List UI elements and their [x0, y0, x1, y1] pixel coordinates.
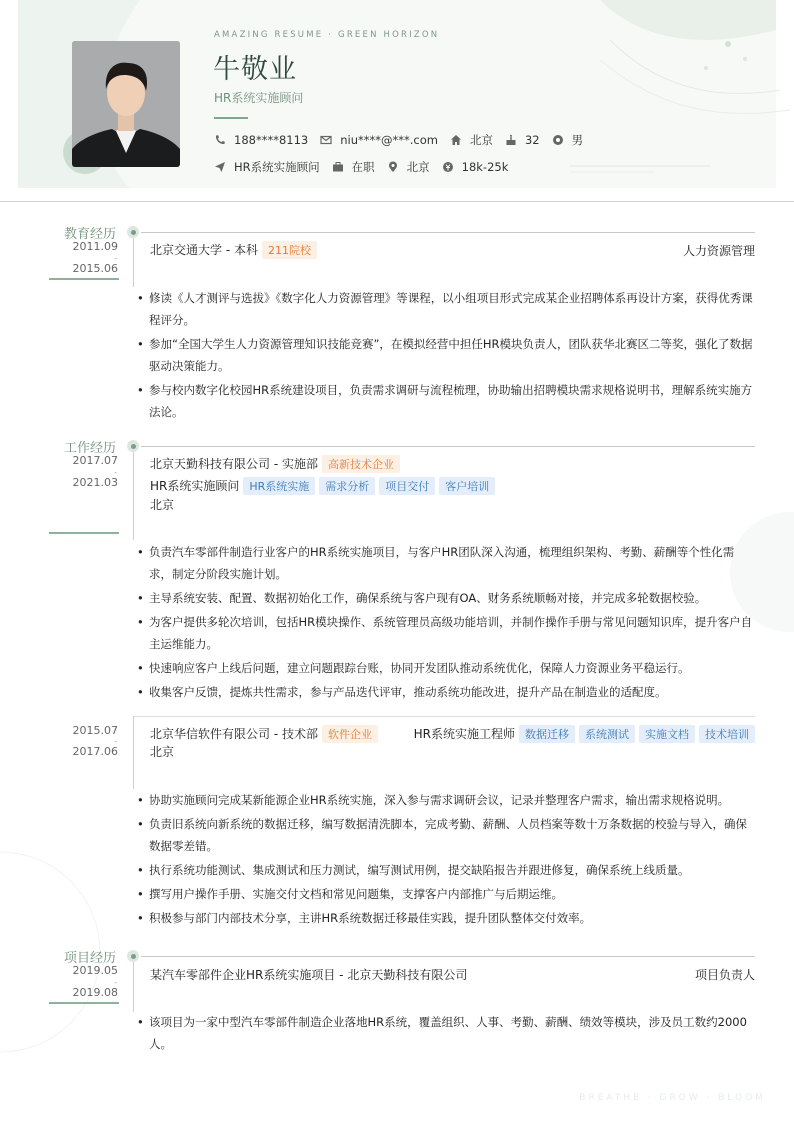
job2-company: 北京华信软件有限公司 - 技术部 [150, 727, 318, 741]
list-item: • 撰写用户操作手册、实施交付文档和常见问题集，支撑客户内部推广与后期运维。 [137, 883, 757, 905]
job1-skill-tag: 需求分析 [319, 477, 375, 495]
education-major: 人力资源管理 [682, 244, 755, 258]
education-start-date: 2011.09 [72, 240, 118, 253]
footer-tagline: BREATHE · GROW · BLOOM [579, 1093, 766, 1103]
target-city-text: 北京 [406, 160, 430, 174]
list-item: • 执行系统功能测试、集成测试和压力测试，编写测试用例，提交缺陷报告并跟进修复，确保系统上线质量。 [137, 859, 757, 881]
job2-header-line [133, 716, 755, 717]
job1-company-row [150, 455, 400, 473]
target-city-item [387, 159, 430, 175]
work-header-line [141, 446, 755, 447]
status-text: 在职 [351, 160, 375, 174]
list-item: • 参加“全国大学生人力资源管理知识技能竞赛”，在模拟经营中担任HR模块负责人，团队获华北赛区二等奖，强化了数据驱动决策能力。 [137, 333, 757, 377]
job2-timeline-line [133, 716, 134, 789]
resume-header [0, 0, 794, 202]
education-section-title: 教育经历 [63, 227, 116, 242]
status-item [332, 159, 375, 175]
job1-role-row [150, 477, 495, 495]
list-item: • 协助实施顾问完成某新能源企业HR系统实施，深入参与需求调研会议，记录并整理客户需求，输出需求规格说明。 [137, 789, 757, 811]
list-item: • 积极参与部门内部技术分享，主讲HR系统数据迁移最佳实践，提升团队整体交付效率。 [137, 907, 757, 929]
job2-city: 北京 [150, 745, 175, 759]
job2-badge: 软件企业 [322, 725, 378, 743]
candidate-name: 牛敬业 [213, 54, 297, 85]
work-date-underline [49, 532, 119, 534]
job1-end-date: 2021.03 [72, 476, 118, 489]
job2-role: HR系统实施工程师 [413, 727, 515, 741]
work-timeline-dot [127, 440, 139, 452]
education-badge: 211院校 [262, 241, 317, 259]
job1-company: 北京天勤科技有限公司 - 实施部 [150, 457, 318, 471]
candidate-title: HR系统实施顾问 [214, 91, 304, 105]
list-item: • 收集客户反馈，提炼共性需求，参与产品迭代评审，推动系统功能改进，提升产品在制造业的适配度。 [137, 681, 757, 703]
list-item: • 快速响应客户上线后问题，建立问题跟踪台账，协同开发团队推动系统优化，保障人力资源业务平稳运行。 [137, 657, 757, 679]
list-item: • 负责汽车零部件制造行业客户的HR系统实施项目，与客户HR团队深入沟通，梳理组织架构、考勤、薪酬等个性化需求，制定分阶段实施计划。 [137, 541, 757, 585]
job2-end-date: 2017.06 [72, 745, 118, 758]
job2-skill-tag: 技术培训 [699, 725, 755, 743]
salary-text: 18k-25k [461, 160, 509, 174]
job1-badge: 高新技术企业 [322, 455, 400, 473]
education-bullet-list [137, 287, 757, 425]
education-timeline-dot [127, 226, 139, 238]
list-item: • 负责旧系统向新系统的数据迁移，编写数据清洗脚本，完成考勤、薪酬、人员档案等数十万条数据的校验与导入，确保数据零差错。 [137, 813, 757, 857]
contact-row [214, 132, 595, 148]
job2-role-row [414, 725, 755, 743]
project-date-separator: - [114, 978, 117, 987]
job2-company-row [150, 725, 378, 743]
city-item [450, 132, 493, 148]
job2-skill-tag: 数据迁移 [519, 725, 575, 743]
project-start-date: 2019.05 [72, 964, 118, 977]
job2-bullet-list [137, 789, 757, 931]
project-name: 某汽车零部件企业HR系统实施项目 - 北京天勤科技有限公司 [150, 968, 468, 982]
phone-item [214, 133, 308, 147]
list-item: • 为客户提供多轮次培训，包括HR模块操作、系统管理员高级功能培训，并制作操作手册与常见问题知识库，提升客户自主运维能力。 [137, 611, 757, 655]
title-underline [214, 117, 248, 119]
job1-timeline-line [133, 452, 134, 540]
email-text: niu****@***.com [340, 133, 438, 147]
email-item [320, 133, 438, 147]
education-date-separator: - [114, 254, 117, 263]
list-item: • 主导系统安装、配置、数据初始化工作，确保系统与客户现有OA、财务系统顺畅对接，并完成多轮数据校验。 [137, 587, 757, 609]
project-bullet-list [137, 1011, 757, 1057]
list-item: • 该项目为一家中型汽车零部件制造企业落地HR系统，覆盖组织、人事、考勤、薪酬、绩效等模块，涉及员工数约2000人。 [137, 1011, 757, 1055]
target-position-item [214, 159, 320, 175]
work-section-title: 工作经历 [63, 441, 116, 456]
project-timeline-dot [127, 950, 139, 962]
project-end-date: 2019.08 [72, 986, 118, 999]
project-header-line [141, 956, 755, 957]
job1-city: 北京 [150, 498, 175, 512]
cake-icon [505, 134, 517, 146]
age-text: 32 [524, 133, 540, 147]
job1-skill-tag: 项目交付 [379, 477, 435, 495]
job2-skill-tag: 系统测试 [579, 725, 635, 743]
project-timeline-line [133, 962, 134, 1012]
gender-item [552, 132, 584, 148]
project-role: 项目负责人 [694, 968, 755, 982]
phone-icon [214, 134, 226, 146]
gender-text: 男 [571, 133, 584, 147]
education-date-underline [49, 278, 119, 280]
education-header-line [141, 232, 755, 233]
project-section-title: 项目经历 [63, 951, 116, 966]
education-school-row [150, 241, 317, 259]
gender-icon [552, 134, 564, 146]
education-school: 北京交通大学 - 本科 [150, 243, 258, 257]
job-intent-row [214, 159, 520, 175]
job1-skill-tag: HR系统实施 [243, 477, 315, 495]
job1-start-date: 2017.07 [72, 454, 118, 467]
job2-skill-tag: 实施文档 [639, 725, 695, 743]
job1-date-separator: - [114, 468, 117, 477]
list-item: • 参与校内数字化校园HR系统建设项目，负责需求调研与流程梳理，协助输出招聘模块需求规格说明书，理解系统实施方法论。 [137, 379, 757, 423]
age-item [505, 133, 540, 147]
education-end-date: 2015.06 [72, 262, 118, 275]
city-text: 北京 [469, 133, 493, 147]
home-icon [450, 134, 462, 146]
education-timeline-line [133, 238, 134, 287]
job1-bullet-list [137, 541, 757, 705]
money-icon [442, 161, 454, 173]
job1-role: HR系统实施顾问 [150, 479, 240, 493]
location-pin-icon [387, 161, 399, 173]
send-icon [214, 161, 226, 173]
job2-start-date: 2015.07 [72, 724, 118, 737]
phone-text: 188****8113 [234, 133, 309, 147]
job1-skill-tag: 客户培训 [439, 477, 495, 495]
profile-photo [72, 41, 180, 167]
resume-tagline: AMAZING RESUME · GREEN HORIZON [214, 30, 440, 40]
list-item: • 修读《人才测评与选拔》《数字化人力资源管理》等课程，以小组项目形式完成某企业招聘体系再设计方案，获得优秀课程评分。 [137, 287, 757, 331]
briefcase-icon [332, 161, 344, 173]
project-date-underline [49, 1002, 119, 1004]
salary-item [442, 160, 509, 174]
mail-icon [320, 134, 332, 146]
job2-date-separator: - [114, 737, 117, 746]
target-position-text: HR系统实施顾问 [234, 160, 320, 174]
